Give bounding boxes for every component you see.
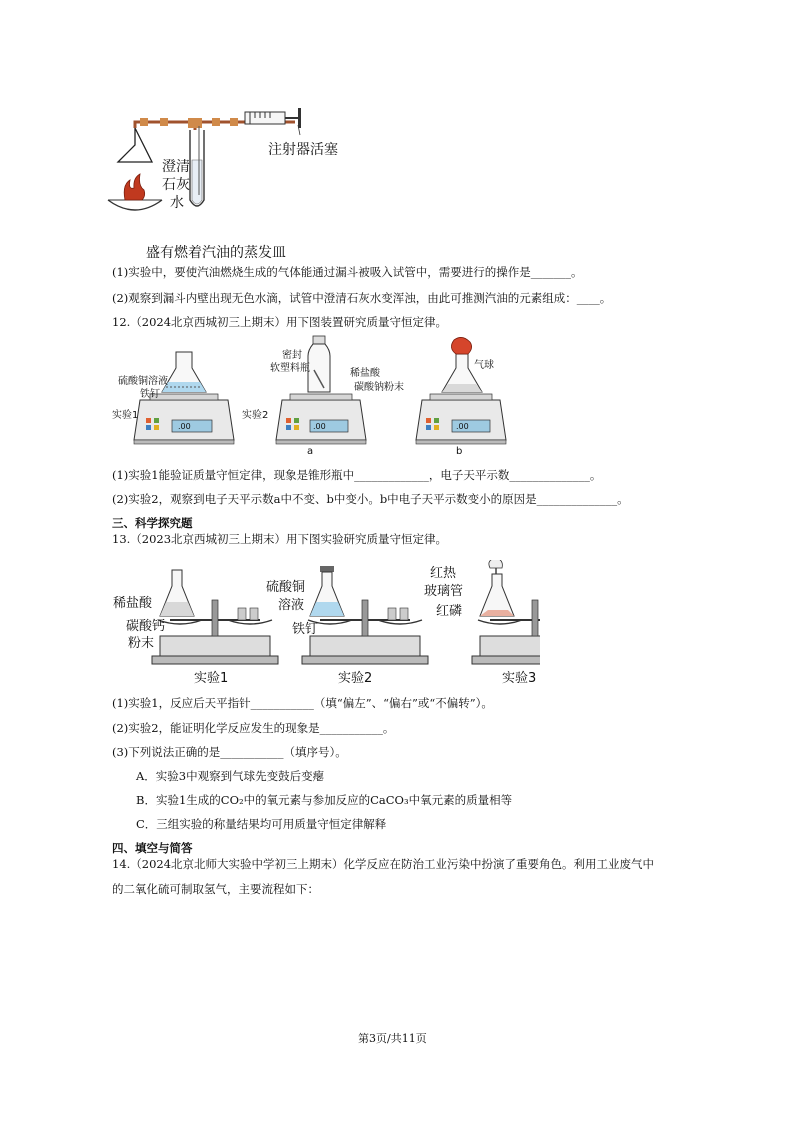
label-sealed-bottle-1: 密封 — [282, 350, 302, 361]
label-q13-experiment-2: 实验2 — [338, 671, 373, 686]
label-q13-caco3-1: 碳酸钙 — [126, 619, 166, 634]
label-sealed-bottle-2: 软塑料瓶 — [270, 363, 310, 374]
q13-apparatus-figure — [110, 560, 540, 685]
balance-display-3: .00 — [456, 422, 469, 431]
q13-subquestion-3: (3)下列说法正确的是___________（填序号）。 — [112, 745, 347, 759]
label-q13-cuso4-2: 溶液 — [278, 598, 305, 613]
section-4-title: 四、填空与简答 — [112, 841, 193, 855]
page-footer: 第3页/共11页 — [358, 1032, 427, 1045]
label-balloon: 气球 — [474, 360, 494, 371]
label-iron-nail: 铁钉 — [140, 389, 160, 400]
q13-stem: 13.（2023北京西城初三上期末）用下图实验研究质量守恒定律。 — [112, 532, 448, 546]
label-syringe-piston: 注射器活塞 — [268, 142, 338, 158]
label-evaporating-dish: 盛有燃着汽油的蒸发皿 — [146, 245, 286, 261]
label-q13-hot-glass-1: 红热 — [430, 566, 457, 581]
label-q13-iron-nail: 铁钉 — [292, 622, 319, 637]
q11-apparatus-figure — [100, 100, 360, 250]
label-experiment-2: 实验2 — [242, 410, 269, 421]
label-q13-experiment-3: 实验3 — [502, 671, 537, 686]
label-experiment-1: 实验1 — [112, 410, 139, 421]
q13-option-b: B．实验1生成的CO₂中的氧元素与参加反应的CaCO₃中氧元素的质量相等 — [136, 793, 513, 807]
label-sodium-carbonate: 碳酸钠粉末 — [354, 382, 404, 393]
label-q13-red-phosphorus: 红磷 — [436, 604, 463, 619]
q13-subquestion-1: (1)实验1，反应后天平指针___________（填“偏左”、“偏右”或“不偏转”）。 — [112, 696, 493, 710]
q14-line-2: 的二氧化硫可制取氢气，主要流程如下： — [112, 882, 319, 896]
q12-subquestion-1: (1)实验1能验证质量守恒定律，现象是锥形瓶中_____________，电子天平示数______________。 — [112, 468, 602, 482]
label-q13-cuso4-1: 硫酸铜 — [266, 580, 306, 595]
label-q13-dilute-hcl: 稀盐酸 — [113, 596, 153, 611]
label-a: a — [307, 446, 314, 457]
q12-stem: 12.（2024北京西城初三上期末）用下图装置研究质量守恒定律。 — [112, 315, 448, 329]
q11-subquestion-1: (1)实验中，要使汽油燃烧生成的气体能通过漏斗被吸入试管中，需要进行的操作是_______。 — [112, 265, 583, 279]
label-dilute-hcl: 稀盐酸 — [350, 368, 380, 379]
label-q13-caco3-2: 粉末 — [128, 636, 155, 651]
balance-display-2: .00 — [313, 422, 326, 431]
label-q13-hot-glass-2: 玻璃管 — [424, 584, 464, 599]
q11-subquestion-2: (2)观察到漏斗内壁出现无色水滴，试管中澄清石灰水变浑浊，由此可推测汽油的元素组成：____。 — [112, 291, 612, 305]
label-q13-experiment-1: 实验1 — [194, 671, 229, 686]
label-lime-water-3: 水 — [170, 195, 184, 211]
q13-option-c: C．三组实验的称量结果均可用质量守恒定律解释 — [136, 817, 387, 831]
q14-line-1: 14.（2024北京北师大实验中学初三上期末）化学反应在防治工业污染中扮演了重要角色。利用工业废气中 — [112, 857, 655, 871]
q12-subquestion-2: (2)实验2，观察到电子天平示数a中不变、b中变小。b中电子天平示数变小的原因是______________。 — [112, 492, 629, 506]
q13-subquestion-2: (2)实验2，能证明化学反应发生的现象是___________。 — [112, 721, 395, 735]
label-copper-sulfate-solution: 硫酸铜溶液 — [118, 376, 168, 387]
balance-display-1: .00 — [178, 422, 191, 431]
label-lime-water-1: 澄清 — [162, 159, 190, 175]
label-b: b — [456, 446, 463, 457]
section-3-title: 三、科学探究题 — [112, 516, 193, 530]
label-lime-water-2: 石灰 — [162, 177, 190, 193]
q12-apparatus-figure — [110, 332, 510, 462]
q13-option-a: A．实验3中观察到气球先变鼓后变瘪 — [136, 769, 325, 783]
